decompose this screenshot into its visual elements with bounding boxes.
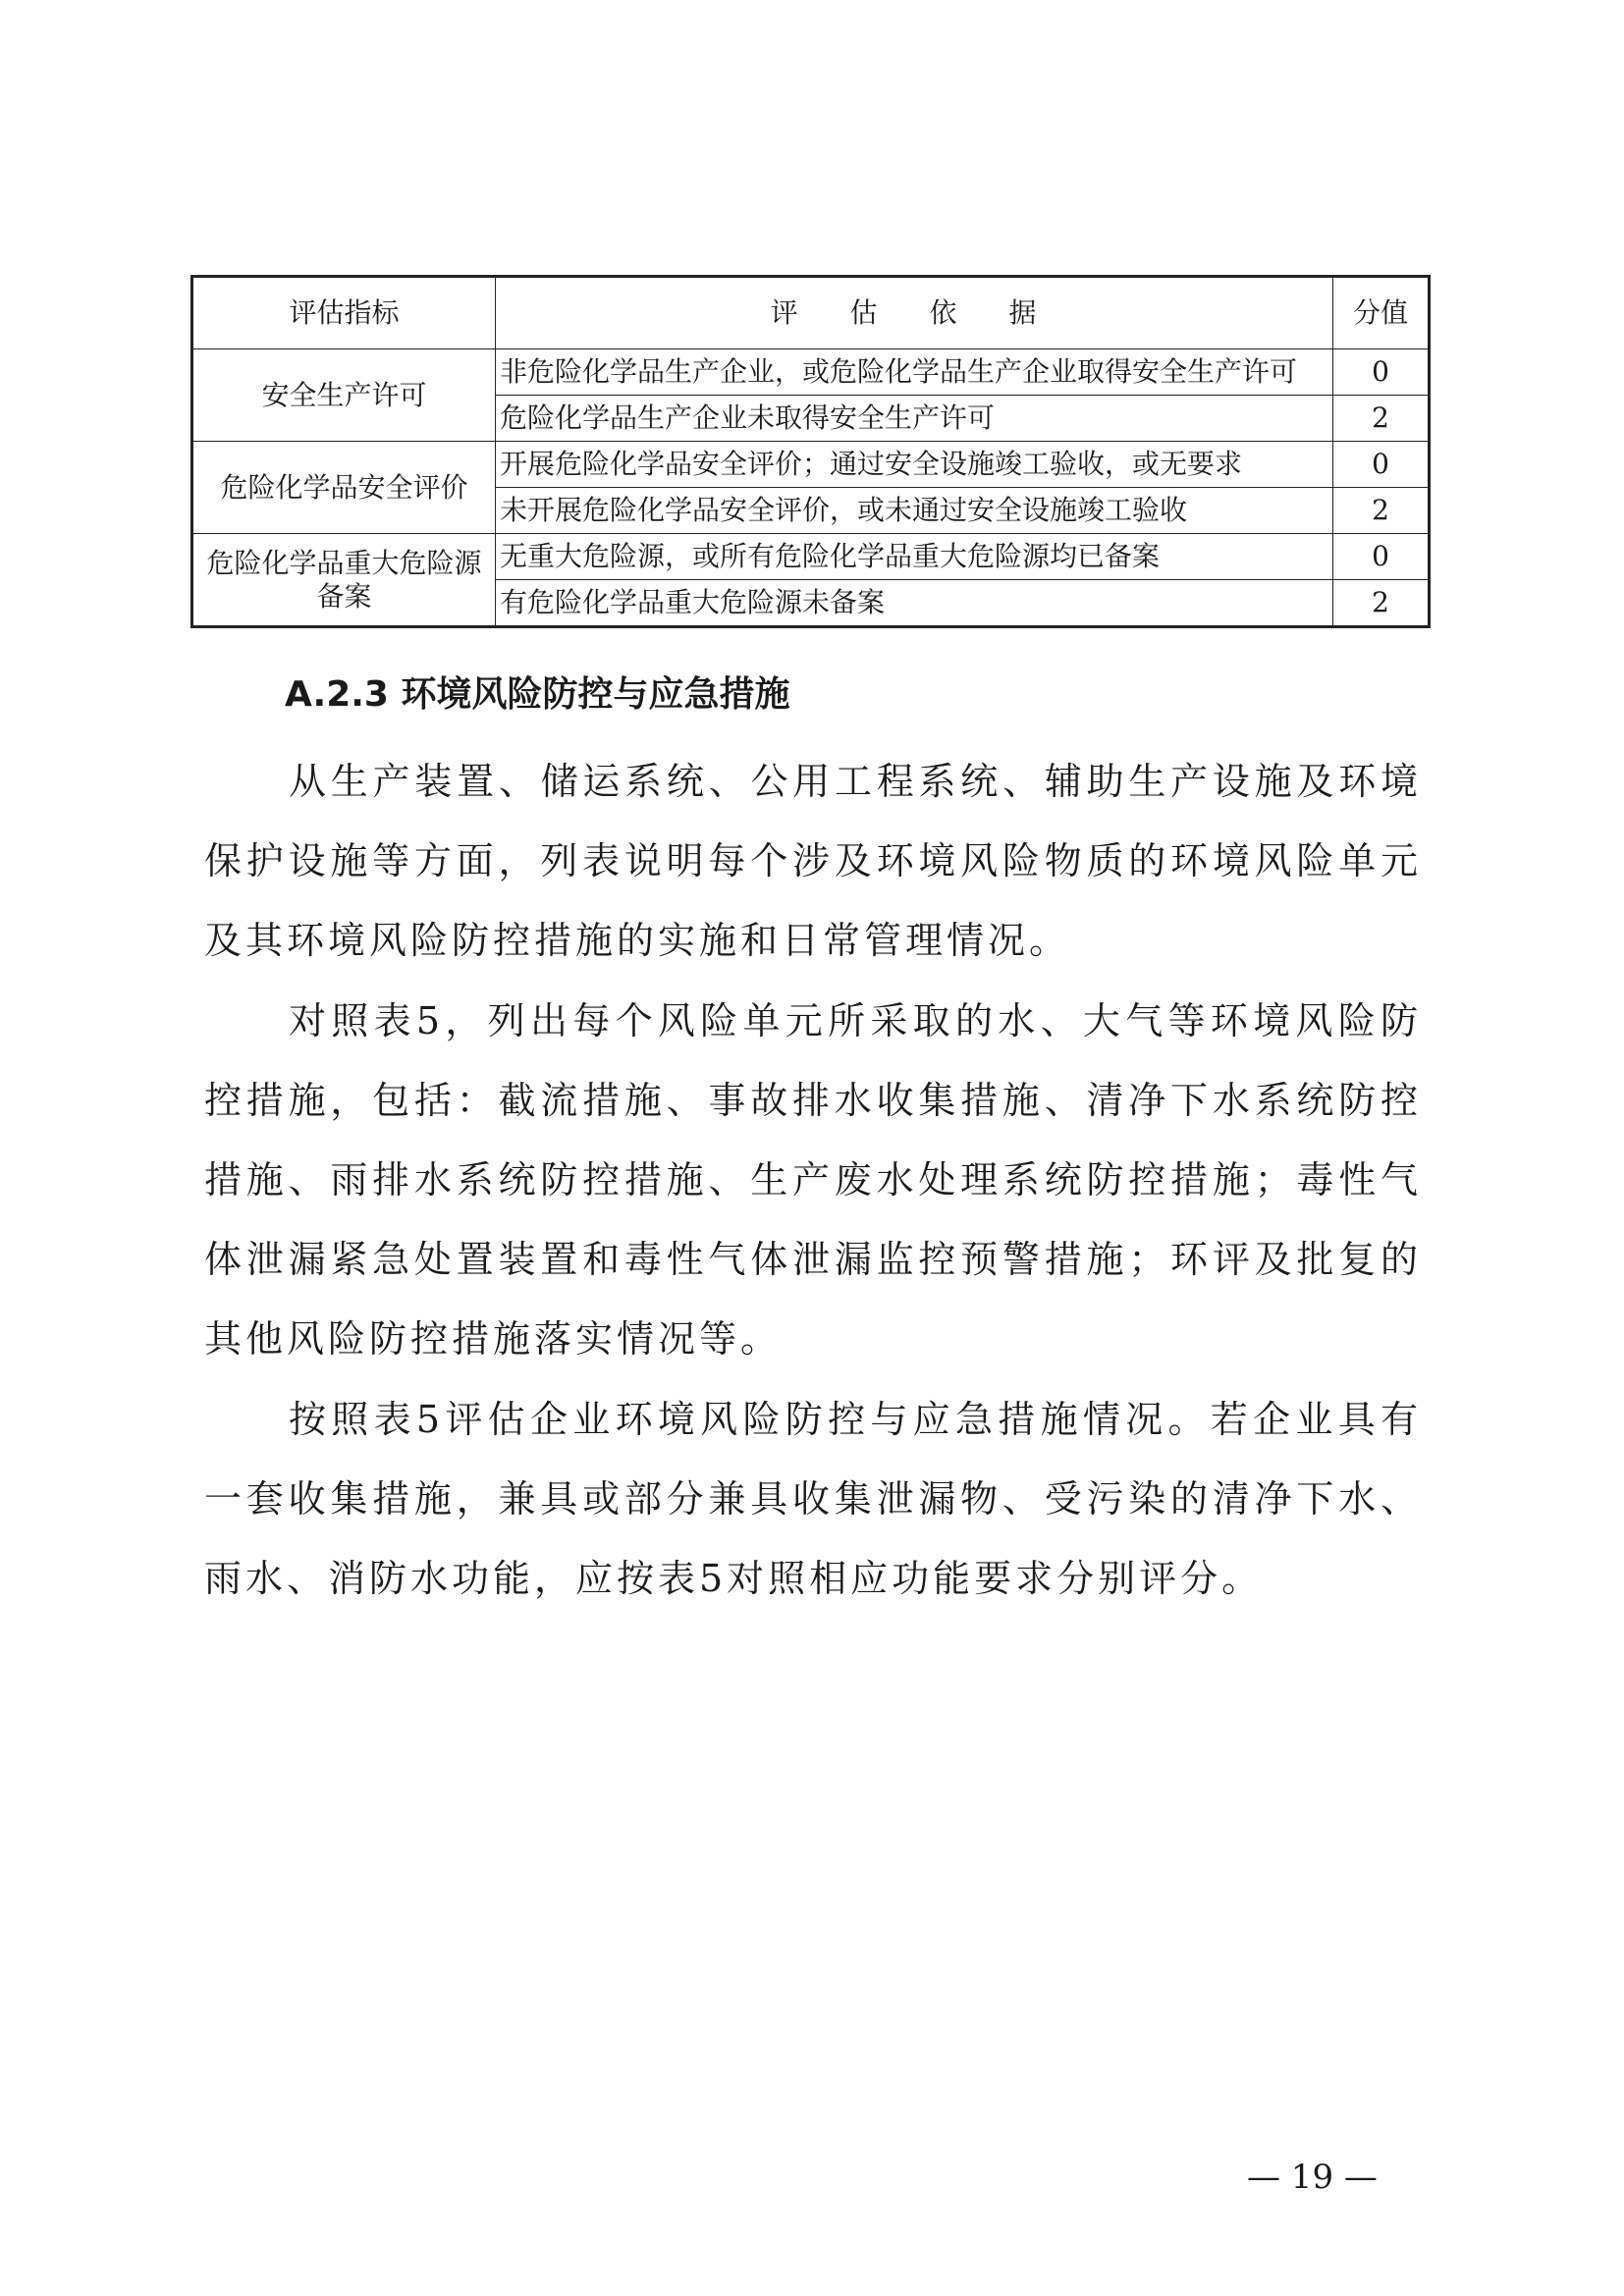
header-basis: 评 估 依 据 [496, 277, 1333, 349]
header-indicator: 评估指标 [192, 277, 496, 349]
table-row [192, 349, 1430, 396]
basis-cell: 无重大危险源，或所有危险化学品重大危险源均已备案 [496, 534, 1333, 580]
paragraph-3: 按照表5评估企业环境风险防控与应急措施情况。若企业具有一套收集措施，兼具或部分兼具收集泄漏物、受污染的清净下水、雨水、消防水功能，应按表5对照相应功能要求分别评分。 [204, 1398, 1422, 1600]
paragraph-1: 从生产装置、储运系统、公用工程系统、辅助生产设施及环境保护设施等方面，列表说明每个涉及环境风险物质的环境风险单元及其环境风险防控措施的实施和日常管理情况。 [204, 760, 1422, 962]
page-number: — 19 — [1247, 2158, 1378, 2197]
header-score: 分值 [1333, 277, 1430, 349]
basis-cell: 未开展危险化学品安全评价，或未通过安全设施竣工验收 [496, 488, 1333, 534]
indicator-cell: 安全生产许可 [192, 349, 496, 442]
paragraph-2: 对照表5，列出每个风险单元所采取的水、大气等环境风险防控措施，包括：截流措施、事故排水收集措施、清净下水系统防控措施、雨排水系统防控措施、生产废水处理系统防控措施；毒性气体泄漏紧急处置装置和毒性气体泄漏监控预警措施；环评及批复的其他风险防控措施落实情况等。 [204, 999, 1422, 1361]
basis-cell: 非危险化学品生产企业，或危险化学品生产企业取得安全生产许可 [496, 349, 1333, 396]
section-heading: A.2.3 环境风险防控与应急措施 [285, 674, 790, 715]
indicator-cell: 危险化学品安全评价 [192, 442, 496, 534]
table-header-row [192, 277, 1430, 349]
table-row [192, 534, 1430, 580]
basis-cell: 开展危险化学品安全评价；通过安全设施竣工验收，或无要求 [496, 442, 1333, 488]
score-cell: 0 [1333, 534, 1430, 580]
basis-cell: 有危险化学品重大危险源未备案 [496, 580, 1333, 627]
score-cell: 0 [1333, 442, 1430, 488]
score-cell: 2 [1333, 396, 1430, 442]
table-row [192, 442, 1430, 488]
indicator-cell: 危险化学品重大危险源备案 [192, 534, 496, 627]
assessment-table [190, 275, 1431, 628]
basis-cell: 危险化学品生产企业未取得安全生产许可 [496, 396, 1333, 442]
score-cell: 0 [1333, 349, 1430, 396]
score-cell: 2 [1333, 488, 1430, 534]
score-cell: 2 [1333, 580, 1430, 627]
